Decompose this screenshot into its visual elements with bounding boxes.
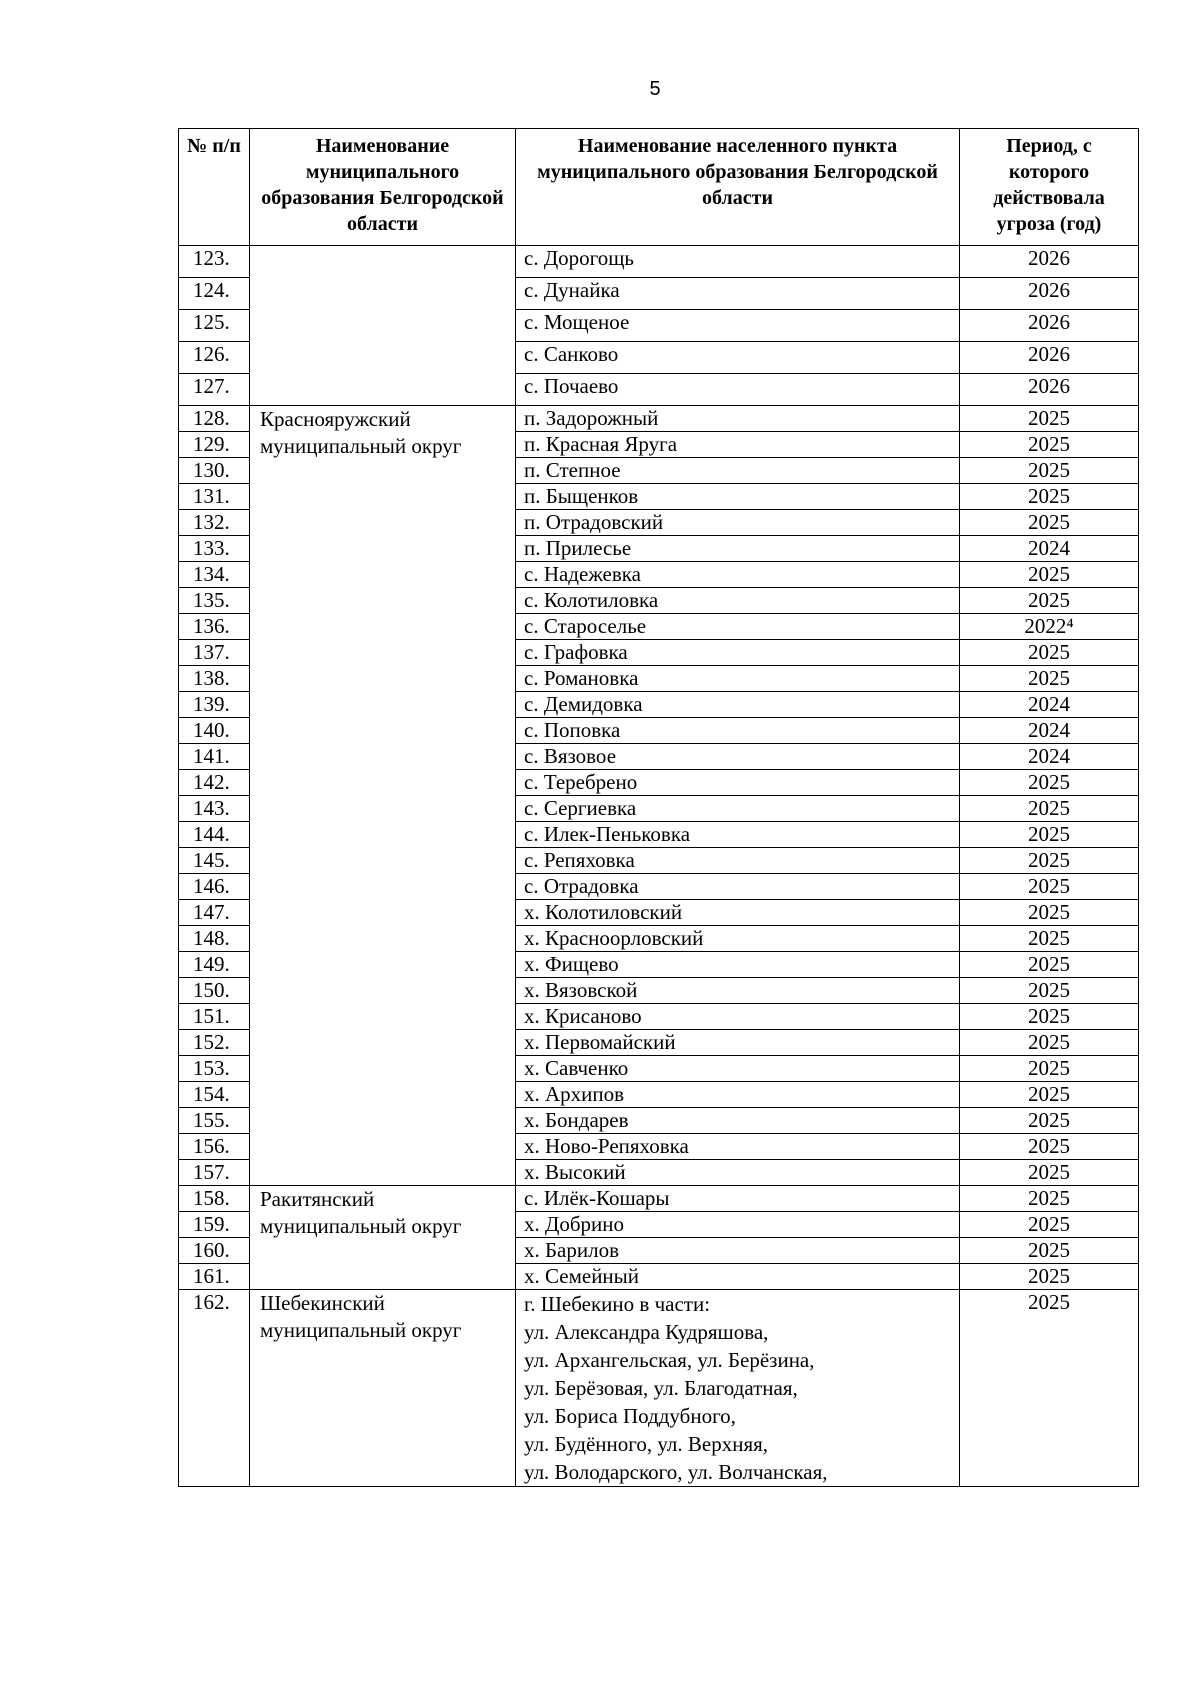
settlement-name: х. Высокий	[516, 1160, 960, 1186]
period-year: 2025	[960, 1186, 1139, 1212]
settlement-line: ул. Архангельская, ул. Берёзина,	[524, 1348, 815, 1372]
table-header-row	[179, 129, 1139, 246]
municipality-name: Краснояружский муниципальный округ	[250, 406, 516, 1186]
settlement-name: с. Илёк-Кошары	[516, 1186, 960, 1212]
settlements-table	[178, 128, 1139, 1487]
row-number: 137.	[179, 640, 250, 666]
row-number: 160.	[179, 1238, 250, 1264]
period-year: 2025	[960, 1212, 1139, 1238]
period-year: 2025	[960, 640, 1139, 666]
period-year: 2025	[960, 822, 1139, 848]
period-year: 2026	[960, 342, 1139, 374]
row-number: 158.	[179, 1186, 250, 1212]
municipality-name: Шебекинский муниципальный округ	[250, 1290, 516, 1487]
row-number: 127.	[179, 374, 250, 406]
row-number: 136.	[179, 614, 250, 640]
settlement-name: х. Фищево	[516, 952, 960, 978]
settlement-name: х. Семейный	[516, 1264, 960, 1290]
row-number: 157.	[179, 1160, 250, 1186]
settlement-line: ул. Берёзовая, ул. Благодатная,	[524, 1376, 798, 1400]
period-year: 2025	[960, 796, 1139, 822]
period-year: 2025	[960, 1056, 1139, 1082]
period-year: 2025	[960, 1030, 1139, 1056]
settlement-name: х. Колотиловский	[516, 900, 960, 926]
row-number: 132.	[179, 510, 250, 536]
header-settlement: Наименование населенного пункта муниципального образования Белгородской области	[516, 129, 960, 246]
settlement-name: х. Красноорловский	[516, 926, 960, 952]
row-number: 152.	[179, 1030, 250, 1056]
period-year: 2025	[960, 510, 1139, 536]
period-year: 2025	[960, 770, 1139, 796]
settlement-name: х. Ново-Репяховка	[516, 1134, 960, 1160]
row-number: 154.	[179, 1082, 250, 1108]
settlement-name: с. Почаево	[516, 374, 960, 406]
settlement-name: х. Архипов	[516, 1082, 960, 1108]
settlement-name: х. Первомайский	[516, 1030, 960, 1056]
settlement-name: с. Репяховка	[516, 848, 960, 874]
row-number: 162.	[179, 1290, 250, 1487]
table-row	[179, 246, 1139, 278]
settlement-name: с. Мощеное	[516, 310, 960, 342]
settlement-name: с. Сергиевка	[516, 796, 960, 822]
settlement-name: с. Демидовка	[516, 692, 960, 718]
period-year: 2025	[960, 432, 1139, 458]
settlement-name: с. Староселье	[516, 614, 960, 640]
period-year: 2025	[960, 1108, 1139, 1134]
period-year: 2026	[960, 374, 1139, 406]
settlement-name	[516, 1290, 960, 1487]
period-year: 2026	[960, 246, 1139, 278]
period-year: 2024	[960, 744, 1139, 770]
row-number: 161.	[179, 1264, 250, 1290]
period-year: 2026	[960, 278, 1139, 310]
header-municipality: Наименование муниципального образования Белгородской области	[250, 129, 516, 246]
row-number: 143.	[179, 796, 250, 822]
settlement-line: г. Шебекино в части:	[524, 1292, 711, 1316]
row-number: 124.	[179, 278, 250, 310]
period-year: 2025	[960, 458, 1139, 484]
settlement-name: с. Дунайка	[516, 278, 960, 310]
settlement-name: х. Бондарев	[516, 1108, 960, 1134]
row-number: 141.	[179, 744, 250, 770]
period-year: 2025	[960, 406, 1139, 432]
row-number: 151.	[179, 1004, 250, 1030]
table-row	[179, 1186, 1139, 1212]
settlement-line: ул. Будённого, ул. Верхняя,	[524, 1432, 769, 1456]
table-row	[179, 406, 1139, 432]
period-year: 2025	[960, 952, 1139, 978]
row-number: 128.	[179, 406, 250, 432]
row-number: 149.	[179, 952, 250, 978]
settlement-name: с. Теребрено	[516, 770, 960, 796]
row-number: 150.	[179, 978, 250, 1004]
period-year: 2025	[960, 484, 1139, 510]
settlement-name: х. Крисаново	[516, 1004, 960, 1030]
settlement-name: с. Поповка	[516, 718, 960, 744]
row-number: 153.	[179, 1056, 250, 1082]
settlement-name: п. Задорожный	[516, 406, 960, 432]
settlement-name: с. Надежевка	[516, 562, 960, 588]
row-number: 144.	[179, 822, 250, 848]
period-year: 2025	[960, 666, 1139, 692]
row-number: 126.	[179, 342, 250, 374]
table-body	[179, 246, 1139, 1487]
period-year: 2025	[960, 874, 1139, 900]
row-number: 139.	[179, 692, 250, 718]
row-number: 159.	[179, 1212, 250, 1238]
period-year: 2022⁴	[960, 614, 1139, 640]
settlement-line: ул. Бориса Поддубного,	[524, 1404, 736, 1428]
period-year: 2025	[960, 926, 1139, 952]
settlement-line: ул. Александра Кудряшова,	[524, 1320, 769, 1344]
row-number: 130.	[179, 458, 250, 484]
settlement-name: п. Красная Яруга	[516, 432, 960, 458]
period-year: 2025	[960, 1238, 1139, 1264]
period-year: 2025	[960, 1160, 1139, 1186]
period-year: 2024	[960, 718, 1139, 744]
row-number: 146.	[179, 874, 250, 900]
row-number: 156.	[179, 1134, 250, 1160]
page-number: 5	[649, 78, 661, 100]
municipality-name	[250, 246, 516, 406]
settlement-name: с. Илек-Пеньковка	[516, 822, 960, 848]
row-number: 138.	[179, 666, 250, 692]
row-number: 142.	[179, 770, 250, 796]
settlement-name: с. Отрадовка	[516, 874, 960, 900]
municipality-name: Ракитянский муниципальный округ	[250, 1186, 516, 1290]
settlement-line: ул. Володарского, ул. Волчанская,	[524, 1460, 828, 1484]
settlement-name: п. Отрадовский	[516, 510, 960, 536]
settlement-name: п. Степное	[516, 458, 960, 484]
row-number: 131.	[179, 484, 250, 510]
row-number: 134.	[179, 562, 250, 588]
period-year: 2025	[960, 1004, 1139, 1030]
settlement-name: с. Колотиловка	[516, 588, 960, 614]
settlement-name: х. Барилов	[516, 1238, 960, 1264]
period-year: 2025	[960, 848, 1139, 874]
settlement-name: с. Романовка	[516, 666, 960, 692]
settlement-name: с. Вязовое	[516, 744, 960, 770]
row-number: 140.	[179, 718, 250, 744]
row-number: 145.	[179, 848, 250, 874]
settlement-name: п. Прилесье	[516, 536, 960, 562]
period-year: 2024	[960, 692, 1139, 718]
period-year: 2025	[960, 562, 1139, 588]
row-number: 123.	[179, 246, 250, 278]
settlement-name: с. Графовка	[516, 640, 960, 666]
period-year: 2025	[960, 1134, 1139, 1160]
row-number: 129.	[179, 432, 250, 458]
row-number: 147.	[179, 900, 250, 926]
period-year: 2025	[960, 1082, 1139, 1108]
row-number: 148.	[179, 926, 250, 952]
row-number: 133.	[179, 536, 250, 562]
period-year: 2025	[960, 1290, 1139, 1487]
period-year: 2025	[960, 900, 1139, 926]
period-year: 2025	[960, 588, 1139, 614]
row-number: 125.	[179, 310, 250, 342]
period-year: 2026	[960, 310, 1139, 342]
settlement-name: п. Быщенков	[516, 484, 960, 510]
header-num: № п/п	[179, 129, 250, 246]
settlement-name: с. Дорогощь	[516, 246, 960, 278]
settlement-name: с. Санково	[516, 342, 960, 374]
settlement-name: х. Вязовской	[516, 978, 960, 1004]
settlement-name: х. Добрино	[516, 1212, 960, 1238]
period-year: 2024	[960, 536, 1139, 562]
settlement-name: х. Савченко	[516, 1056, 960, 1082]
row-number: 155.	[179, 1108, 250, 1134]
row-number: 135.	[179, 588, 250, 614]
header-period: Период, с которого действовала угроза (год)	[960, 129, 1139, 246]
table-row	[179, 1290, 1139, 1487]
period-year: 2025	[960, 978, 1139, 1004]
period-year: 2025	[960, 1264, 1139, 1290]
